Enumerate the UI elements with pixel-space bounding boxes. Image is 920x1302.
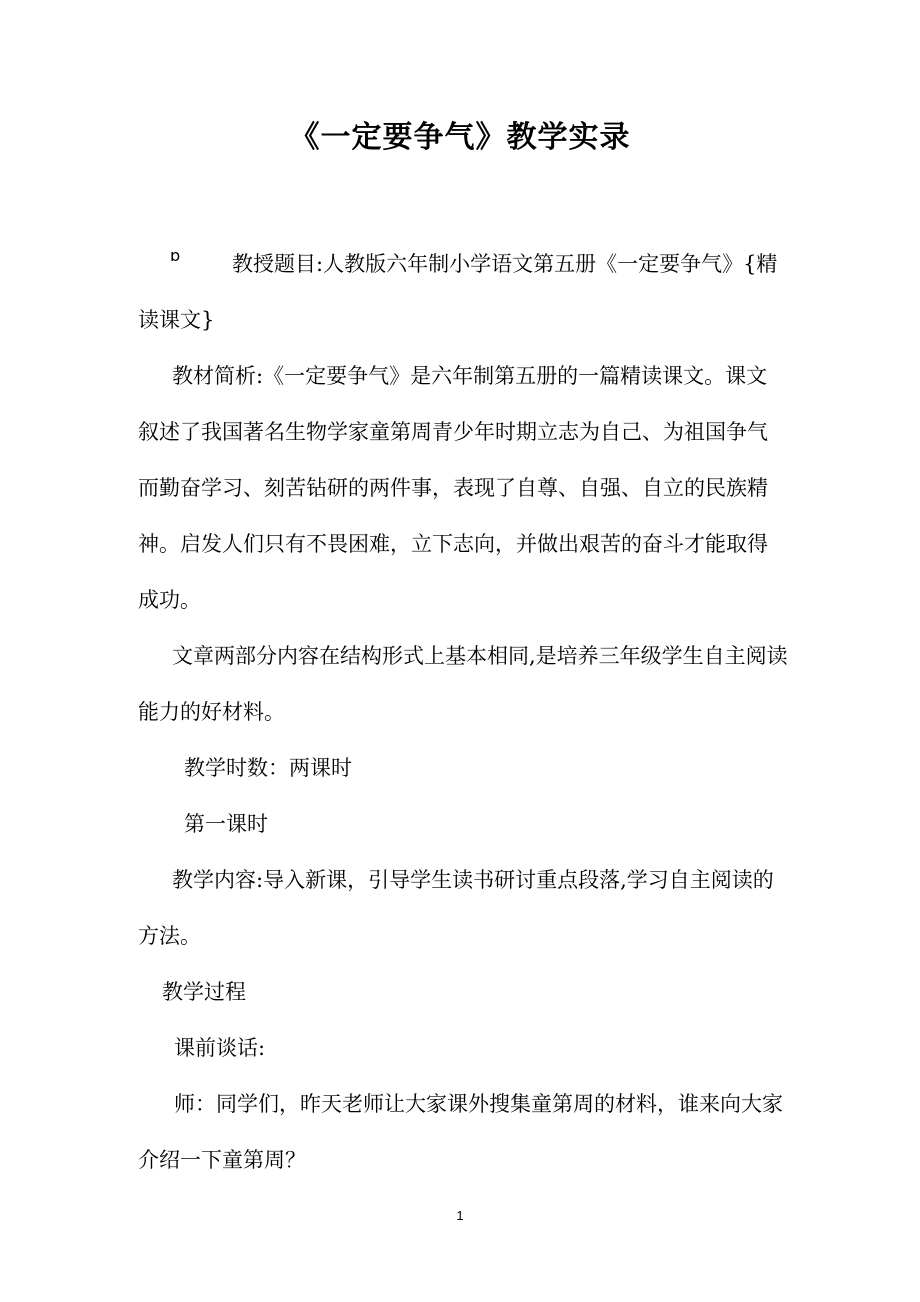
paragraph-teaching-process: 教学过程: [162, 980, 246, 1004]
paragraph-material-analysis: 教材简析:《一定要争气》是六年制第五册的一篇精读课文。课文叙述了我国著名生物学家童第周青少年时期立志为自己、为祖国争气而勤奋学习、刻苦钻研的两件事，表现了自尊、自强、自立的民族精神。启发人们只有不畏困难，立下志向，并做出艰苦的奋斗才能取得成功。: [138, 364, 768, 612]
paragraph-topic: 教授题目:人教版六年制小学语文第五册《一定要争气》{精读课文}: [138, 252, 778, 332]
paragraph-teaching-content: 教学内容:导入新课，引导学生读书研讨重点段落,学习自主阅读的方法。: [138, 868, 774, 948]
list-bullet: ɒ: [170, 246, 181, 265]
page-number: 1: [456, 1208, 464, 1223]
document-title: 《一定要争气》教学实录: [289, 120, 631, 155]
paragraph-teacher-question: 师：同学们，昨天老师让大家课外搜集童第周的材料，谁来向大家介绍一下童第周？: [138, 1092, 783, 1172]
paragraph-pre-class-talk: 课前谈话:: [174, 1036, 266, 1060]
paragraph-first-lesson: 第一课时: [184, 812, 268, 836]
paragraph-teaching-hours: 教学时数：两课时: [184, 756, 352, 780]
paragraph-structure: 文章两部分内容在结构形式上基本相同,是培养三年级学生自主阅读能力的好材料。: [138, 644, 788, 724]
